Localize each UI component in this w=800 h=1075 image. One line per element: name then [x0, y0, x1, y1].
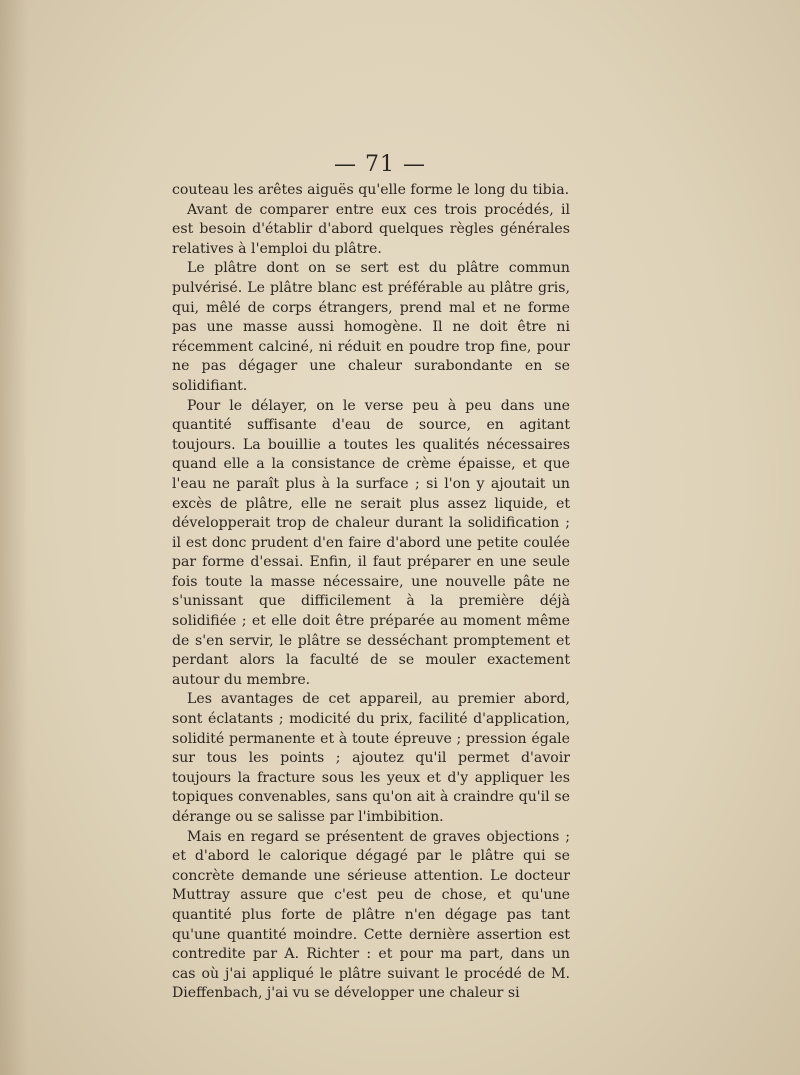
page-number: — 71 —	[334, 152, 426, 177]
spine-shadow	[0, 0, 28, 1075]
body-text	[172, 181, 570, 1004]
paragraph-continuation: couteau les arêtes aiguës qu'elle forme le long du tibia.	[172, 182, 570, 198]
paragraph-objections: Mais en regard se présentent de graves objections ; et d'abord le calorique dégagé par le plâtre qui se concrète demande une sérieuse attention. Le docteur Muttray assure que c'est peu de chose, et qu'une quantité plus forte de plâtre n'en dégage pas tant qu'une quantité moindre. Cette dernière assertion est contredite par A. Richter : et pour ma part, dans un cas où j'ai appliqué le plâtre suivant le procédé de M. Dieffenbach, j'ai vu se développer une chaleur si	[172, 828, 570, 1002]
paragraph-preparation: Pour le délayer, on le verse peu à peu dans une quantité suffisante d'eau de source, en agitant toujours. La bouillie a toutes les qualités nécessaires quand elle a la consistance de crème épaisse, et que l'eau ne paraît plus à la surface ; si l'on y ajoutait un excès de plâtre, elle ne serait plus assez liquide, et développerait trop de chaleur durant la solidification ; il est donc prudent d'en faire d'abord une petite coulée par forme d'essai. Enfin, il faut préparer en une seule fois toute la masse nécessaire, une nouvelle pâte ne s'unissant que difficilement à la première déjà solidifiée ; et elle doit être préparée au moment même de s'en servir, le plâtre se desséchant promptement et perdant alors la faculté de se mouler exactement autour du membre.	[172, 397, 570, 688]
paragraph-plaster-type: Le plâtre dont on se sert est du plâtre commun pulvérisé. Le plâtre blanc est préférable au plâtre gris, qui, mêlé de corps étrangers, prend mal et ne forme pas une masse aussi homogène. Il ne doit être ni récemment calciné, ni réduit en poudre trop fine, pour ne pas dégager une chaleur surabondante en se solidifiant.	[172, 260, 570, 394]
paragraph-advantages: Les avantages de cet appareil, au premier abord, sont éclatants ; modicité du prix, facilité d'application, solidité permanente et à toute épreuve ; pression égale sur tous les points ; ajoutez qu'il permet d'avoir toujours la fracture sous les yeux et d'y appliquer les topiques convenables, sans qu'on ait à craindre qu'il se dérange ou se salisse par l'imbibition.	[172, 691, 570, 825]
paragraph-comparison: Avant de comparer entre eux ces trois procédés, il est besoin d'établir d'abord quelques règles générales relatives à l'emploi du plâtre.	[172, 201, 570, 257]
